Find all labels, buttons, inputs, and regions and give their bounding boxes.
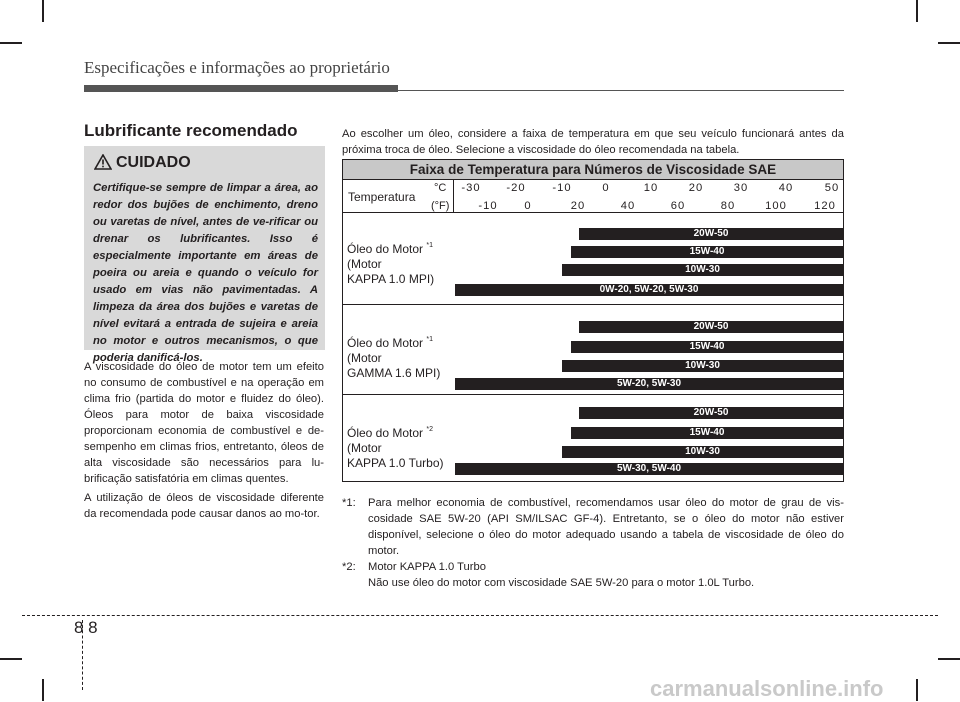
celsius-tick: 20	[688, 182, 704, 194]
celsius-tick: -10	[552, 182, 572, 194]
crop-mark	[0, 42, 22, 44]
footnote-2-detail: Não use óleo do motor com viscosidade SAE 5W-20 para o motor 1.0L Turbo.	[368, 577, 755, 589]
section-title: Lubrificante recomendado	[84, 121, 298, 140]
caution-box	[84, 146, 325, 364]
viscosity-bar: 15W-40	[571, 341, 843, 353]
crop-mark	[938, 658, 960, 660]
celsius-tick: 0	[602, 182, 610, 194]
warning-icon	[94, 154, 112, 170]
viscosity-bar: 0W-20, 5W-20, 5W-30	[455, 284, 843, 296]
fahrenheit-tick: 60	[670, 200, 686, 212]
viscosity-bar: 5W-20, 5W-30	[455, 378, 843, 390]
crop-mark	[916, 0, 918, 22]
fahrenheit-tick: 0	[524, 200, 532, 212]
celsius-tick: 50	[824, 182, 840, 194]
footnotes	[342, 495, 844, 591]
crop-mark	[938, 42, 960, 44]
viscosity-bar: 10W-30	[562, 360, 843, 372]
crop-mark	[916, 679, 918, 701]
intro-text: Ao escolher um óleo, considere a faixa de temperatura em que seu veículo funcionará antes da próxima troca de óleo. Selecione a viscosidade do óleo recomendada na tabela.	[342, 128, 844, 156]
engine-label-gamma-mpi: Óleo do Motor $^{*1}$ (Motor GAMMA 1.6 MPI)	[347, 336, 441, 380]
fahrenheit-tick: 20	[570, 200, 586, 212]
caution-title: CUIDADO	[116, 154, 191, 171]
viscosity-bar: 20W-50	[579, 321, 843, 333]
row-divider	[343, 212, 843, 213]
crop-mark	[42, 0, 44, 22]
header-bar	[84, 85, 398, 92]
crop-mark	[42, 679, 44, 701]
row-divider	[343, 304, 843, 305]
viscosity-bar: 20W-50	[579, 228, 843, 240]
footnote-2: *2: Motor KAPPA 1.0 Turbo	[342, 561, 486, 573]
viscosity-bar: 10W-30	[562, 264, 843, 276]
fahrenheit-tick: 80	[720, 200, 736, 212]
viscosity-bar: 20W-50	[579, 407, 843, 419]
fahrenheit-tick: 100	[765, 200, 787, 212]
table-title: Faixa de Temperatura para Números de Viscosidade SAE	[343, 160, 843, 180]
header-rule	[398, 90, 844, 91]
crop-mark	[0, 658, 22, 660]
row-divider	[343, 394, 843, 395]
footer-rule	[22, 615, 938, 616]
scale-divider	[453, 180, 454, 213]
celsius-tick: 30	[733, 182, 749, 194]
footnote-1: *1: Para melhor economia de combustível, recomendamos usar óleo do motor de grau de vis-cosidade SAE 5W-20 (API SM/ILSAC GF-4). Entretanto, se o óleo do motor não estiver disponível, selecione o óleo do motor adequado usando a tabela de viscosidade de óleo do motor.	[342, 497, 844, 557]
fahrenheit-tick: 40	[620, 200, 636, 212]
viscosity-table	[342, 159, 844, 482]
temperature-label: Temperatura	[348, 190, 416, 204]
viscosity-bar: 5W-30, 5W-40	[455, 463, 843, 475]
celsius-tick: -30	[461, 182, 481, 194]
unit-fahrenheit: (°F)	[431, 200, 450, 212]
watermark: carmanualsonline.info	[650, 676, 884, 701]
paragraph: A viscosidade do óleo de motor tem um efeito no consumo de combustível e na operação em clima frio (partida do motor e fluidez do óleo). Óleos para motor de baixa viscosidade proporcionam economia de combustível e de-sempenho em climas frios, entretanto, óleos de alta viscosidade são necessários para lu-brificação satisfatória em climas quentes.	[84, 361, 324, 485]
unit-celsius: °C	[434, 182, 447, 194]
viscosity-bar: 15W-40	[571, 246, 843, 258]
header-title: Especificações e informações ao proprietário	[84, 58, 390, 77]
fahrenheit-tick: -10	[478, 200, 498, 212]
viscosity-bar: 10W-30	[562, 446, 843, 458]
celsius-tick: 10	[643, 182, 659, 194]
fahrenheit-tick: 120	[814, 200, 836, 212]
celsius-tick: 40	[778, 182, 794, 194]
viscosity-bar: 15W-40	[571, 427, 843, 439]
page-number: 8 8	[74, 618, 98, 637]
celsius-tick: -20	[506, 182, 526, 194]
paragraph: A utilização de óleos de viscosidade diferente da recomendada pode causar danos ao mo-tor.	[84, 492, 324, 520]
engine-label-kappa-turbo: Óleo do Motor $^{*2}$ (Motor KAPPA 1.0 Turbo)	[347, 426, 444, 470]
viscosity-explanation	[84, 359, 324, 525]
engine-label-kappa-mpi: Óleo do Motor $^{*1}$ (Motor KAPPA 1.0 MPI)	[347, 242, 435, 286]
caution-text: Certifique-se sempre de limpar a área, ao redor dos bujões de enchimento, dreno ou varetas de nível, antes de ve-rificar ou drenar os lubrificantes. Isso é especialmente importante em áreas de poeira ou areia e quando o veículo for usado em vias não pavimentadas. A limpeza da área dos bujões e varetas de nível evitará a entrada de sujeira e areia no motor e outros mecanismos, o que poderia danificá-los.	[93, 182, 318, 364]
